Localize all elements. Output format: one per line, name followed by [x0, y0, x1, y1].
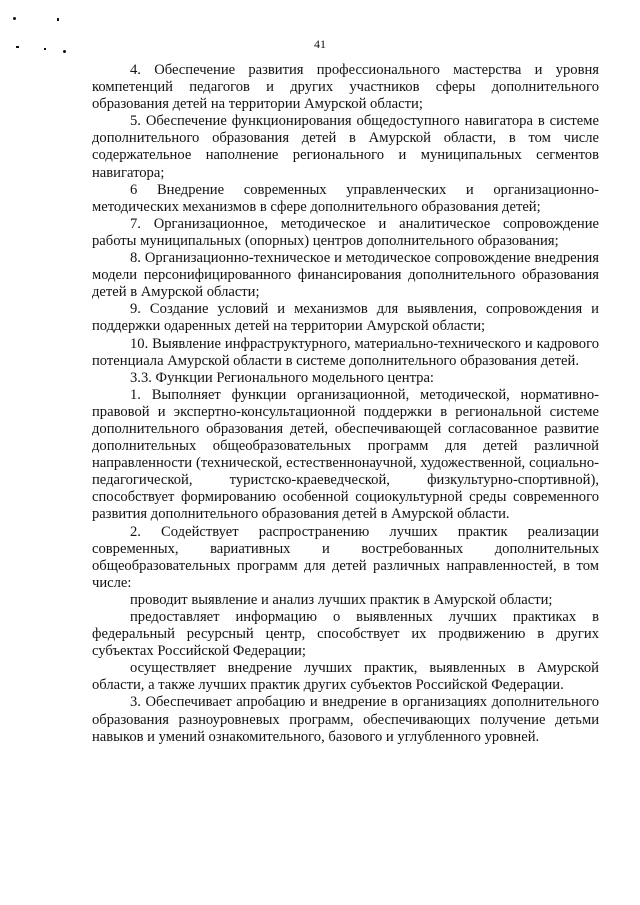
document-body: [92, 62, 599, 746]
paragraph: 5. Обеспечение функционирования общедоступного навигатора в системе дополнительного образования детей в Амурской области, в том числе содержательное наполнение регионального и муниципальных сегментов навигатора;: [92, 113, 599, 181]
paragraph: 2. Содействует распространению лучших практик реализации современных, вариативных и востребованных дополнительных общеобразовательных программ для детей различных направленностей, в том числе:: [92, 523, 599, 591]
paragraph: 4. Обеспечение развития профессионального мастерства и уровня компетенций педагогов и других участников сферы дополнительного образования детей на территории Амурской области;: [92, 62, 599, 113]
paragraph: 10. Выявление инфраструктурного, материально-технического и кадрового потенциала Амурской области в системе дополнительного образования детей.: [92, 335, 599, 369]
paragraph: проводит выявление и анализ лучших практик в Амурской области;: [130, 591, 553, 608]
paragraph: предоставляет информацию о выявленных лучших практиках в федеральный ресурсный центр, способствует их продвижению в других субъектах Российской Федерации;: [92, 609, 599, 660]
paragraph: 1. Выполняет функции организационной, методической, нормативно-правовой и экспертно-консультационной поддержки в региональной системе дополнительного образования детей, обеспечивающей согласованное развитие дополнительных общеобразовательных программ для детей различной направленности (технической, естественнонаучной, художественной, социально-педагогической, туристско-краеведческой, физкультурно-спортивной), способствует формированию особенной социокультурной среды современного развития дополнительного образования детей в Амурской области.: [92, 386, 599, 523]
scan-speck: [57, 18, 59, 21]
scan-speck: [13, 17, 16, 20]
paragraph: 7. Организационное, методическое и аналитическое сопровождение работы муниципальных (опорных) центров дополнительного образования;: [92, 215, 599, 249]
paragraph: осуществляет внедрение лучших практик, выявленных в Амурской области, а также лучших практик других субъектов Российской Федерации.: [92, 660, 599, 694]
paragraph: 9. Создание условий и механизмов для выявления, сопровождения и поддержки одаренных детей на территории Амурской области;: [92, 301, 599, 335]
paragraph: 8. Организационно-техническое и методическое сопровождение внедрения модели персонифицированного финансирования дополнительного образования детей в Амурской области;: [92, 250, 599, 301]
paragraph: 6 Внедрение современных управленческих и организационно-методических механизмов в сфере дополнительного образования детей;: [92, 181, 599, 215]
paragraph: 3. Обеспечивает апробацию и внедрение в организациях дополнительного образования разноуровневых программ, обеспечивающих получение детьми навыков и умений ознакомительного, базового и углубленного уровней.: [92, 694, 599, 745]
page-number: 41: [314, 37, 326, 51]
section-heading: 3.3. Функции Регионального модельного центра:: [130, 369, 434, 386]
